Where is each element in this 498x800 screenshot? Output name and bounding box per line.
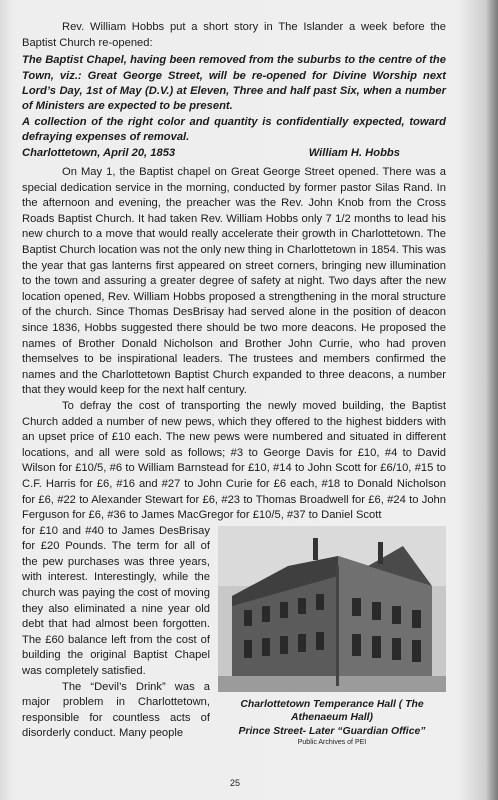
body-paragraph-devils-drink: The “Devil’s Drink” was a major problem in Charlottetown, responsible for countless acts of disorderly conduct. Many people — [22, 680, 210, 740]
photo-credit: Public Archives of PEI — [297, 739, 367, 747]
temperance-hall-photo — [218, 526, 446, 692]
notice-announcement: The Baptist Chapel, having been removed from the suburbs to the centre of the Town, viz.: Great George Street, will be re-opened for Divine Worship next Lord’s Day, 1st of May (D.V.) at Eleven, Three and half past Six, when a number of Ministers are expected to be present. — [22, 54, 446, 113]
body-paragraph-opening: On May 1, the Baptist chapel on Great George Street opened. There was a special dedication service in the morning, conducted by former pastor Silas Rand. In the afternoon and evening, the preacher was the Rev. John Knob from the Cross Roads Baptist Church. It had taken Rev. William Hobbs only 7 1/2 months to lead his new church to a move that would really accelerate their growth in Charlottetown. The Baptist Church location was not the only new thing in Charlottetown in 1854. This was the year that gas lanterns first appeared on street corners, bringing new illumination to the town and assuring a greater degree of safety at night. Two days after the new location opened, Rev. William Hobbs proposed a strengthening in the moral structure of the church. Since Thomas DesBrisay had served alone in the position of deacon since 1836, Hobbs suggested there should be two more deacons. He proposed the names of Brother Donald Nicholson and Brother John Currie, who had proven themselves to be inspirational leaders. The trustees and members confirmed the names and the Charlottetown Baptist Church expanded to three deacons, a number that they would keep for the next half century. — [22, 166, 446, 397]
body-paragraph-pews: To defray the cost of transporting the newly moved building, the Baptist Church added a number of new pews, which they offered to the highest bidders with an upset price of £10 each. The new pews were numbered and situated in different locations, and all were sold as follows; #3 to George Davis for £10, #4 to David Wilson for £10/5, #6 to William Barnstead for £10, #14 to John Scott for £6/10, #15 to C.F. Harris for £6, #16 and #27 to John Curie for £6 each, #18 to Donald Nicholson for £6, #22 to Alexander Stewart for £6, #23 to Thomas Broadwell for £6, #24 to John Ferguson for £6, #36 to James MacGregor for £10/5, #37 to Daniel Scott — [22, 399, 446, 522]
building-illustration — [218, 526, 446, 692]
notice-signature-line — [22, 146, 446, 161]
figure — [218, 526, 446, 756]
figure-caption — [218, 698, 446, 739]
page-number: 25 — [229, 778, 240, 788]
newspaper-notice — [22, 53, 446, 161]
intro-paragraph: Rev. William Hobbs put a short story in The Islander a week before the Baptist Church re-opened: — [22, 21, 446, 49]
page-edge-shadow — [456, 0, 498, 800]
caption-title: Charlottetown Temperance Hall ( The Athenaeum Hall) — [240, 698, 424, 724]
notice-place-date: Charlottetown, April 20, 1853 — [22, 146, 176, 159]
text-column — [22, 20, 446, 756]
body-paragraph-pews-continued: for £10 and #40 to James DesBrisay for £20 Pounds. The term for all of the pew purchases was three years, with interest. Interestingly, while the church was paying the cost of moving they also eliminated a nine year old debt that had almost been forgotten. The £60 balance left from the cost of building the original Baptist Chapel was completely satisfied. — [22, 524, 210, 678]
notice-collection: A collection of the right color and quantity is confidentially expected, toward defraying expenses of removal. — [22, 115, 446, 144]
notice-signature: William H. Hobbs — [308, 146, 400, 159]
caption-subtitle: Prince Street- Later “Guardian Office” — [238, 725, 426, 737]
